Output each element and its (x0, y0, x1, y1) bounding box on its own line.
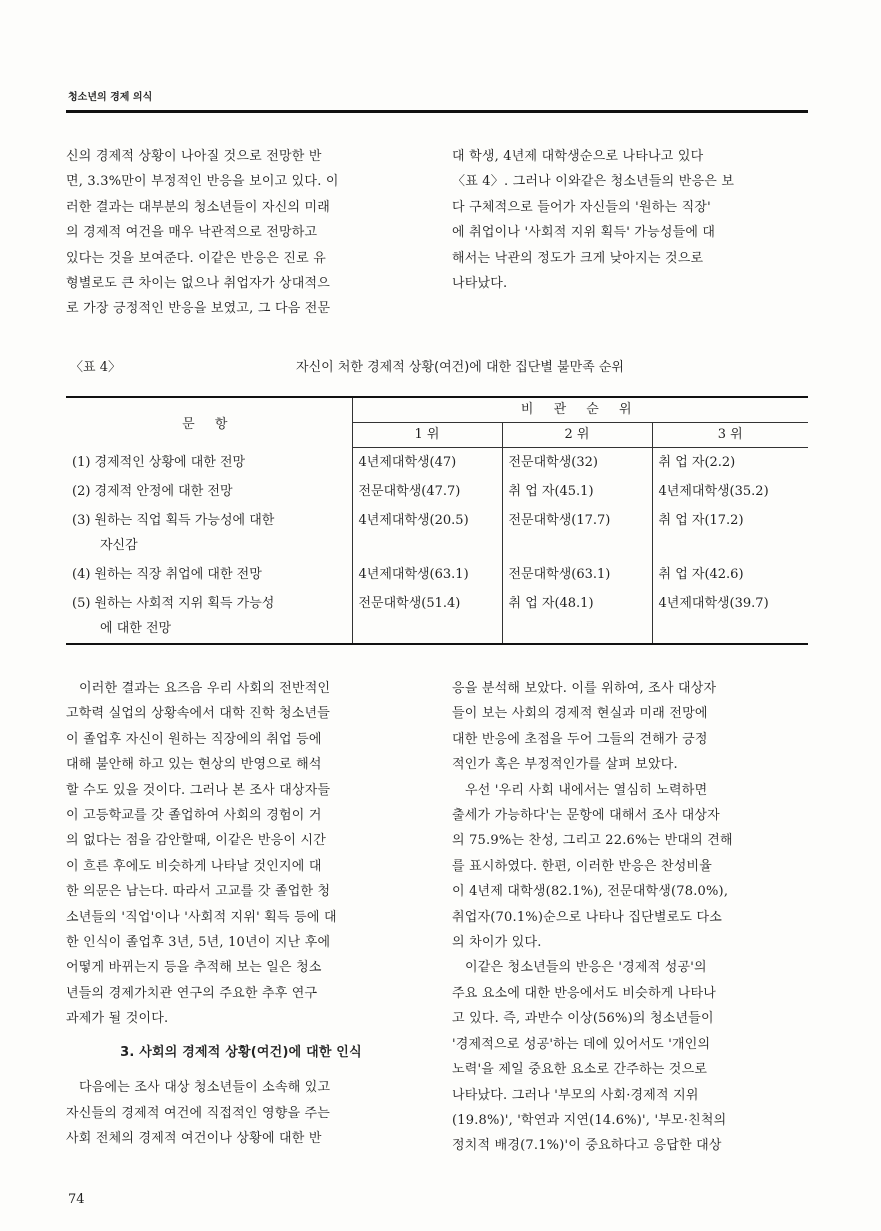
item-cell (66, 448, 352, 478)
text-line: 주요 요소에 대한 반응에서도 비슷하게 나타나 (452, 985, 717, 1001)
text-line: 출세가 가능하다'는 문항에 대해서 조사 대상자 (452, 808, 720, 824)
rank-2-cell: 전문대학생(17.7) (502, 506, 652, 560)
table-row (66, 506, 808, 560)
item-text-continued: 에 대한 전망 (100, 621, 172, 636)
rank-2-cell: 취 업 자(48.1) (502, 589, 652, 644)
rank-3-cell: 취 업 자(2.2) (652, 448, 808, 478)
rank-1-cell: 4년제대학생(63.1) (352, 560, 502, 589)
text-line: 해서는 낙관의 정도가 크게 낮아지는 것으로 (452, 250, 704, 266)
header-rule (66, 110, 808, 113)
text-line: 이러한 결과는 요즈음 우리 사회의 전반적인 (79, 681, 331, 696)
rank-3-cell: 취 업 자(17.2) (652, 506, 808, 560)
text-line: 한 인식이 졸업후 3년, 5년, 10년이 지난 후에 (66, 935, 331, 951)
rank-1-cell: 4년제대학생(20.5) (352, 506, 502, 560)
item-cell (66, 477, 352, 506)
item-cell (66, 506, 352, 560)
text-line: 자신들의 경제적 여건에 직접적인 영향을 주는 (66, 1105, 331, 1121)
text-line: 의 75.9%는 찬성, 그리고 22.6%는 반대의 견해 (452, 833, 733, 849)
text-line: 응을 분석해 보았다. 이를 위하여, 조사 대상자 (452, 681, 717, 696)
table-row (66, 448, 808, 478)
text-line: 다음에는 조사 대상 청소년들이 소속해 있고 (79, 1080, 331, 1096)
text-line: 로 가장 긍정적인 반응을 보였고, 그 다음 전문 (66, 301, 331, 317)
rank-3-header: 3 위 (652, 423, 808, 448)
text-line: 대한 반응에 초점을 두어 그들의 견해가 긍정 (452, 731, 708, 747)
text-line: 소년들의 '직업'이나 '사회적 지위' 획득 등에 대 (66, 909, 337, 925)
text-line: '경제적으로 성공'하는 데에 있어서도 '개인의 (452, 1036, 711, 1052)
top-right-column (452, 144, 804, 296)
text-line: 과제가 될 것이다. (66, 1011, 169, 1027)
rank-1-cell: 4년제대학생(47) (352, 448, 502, 478)
text-line: 취업자(70.1%)순으로 나타나 집단별로도 다소 (452, 909, 722, 925)
text-line: 정치적 배경(7.1%)'이 중요하다고 응답한 대상 (452, 1138, 722, 1154)
text-line: 에 취업이나 '사회적 지위 획득' 가능성들에 대 (452, 225, 716, 241)
text-line: 어떻게 바뀌는지 등을 추적해 보는 일은 청소 (66, 960, 322, 976)
text-line: 를 표시하였다. 한편, 이러한 반응은 찬성비율 (452, 858, 712, 874)
table-row (66, 589, 808, 644)
text-line: 우선 '우리 사회 내에서는 열심히 노력하면 (465, 782, 708, 798)
text-line: 의 경제적 여건을 매우 낙관적으로 전망하고 (66, 225, 318, 241)
ranking-table (66, 396, 808, 645)
item-text: (2) 경제적 안정에 대한 전망 (72, 484, 233, 499)
bottom-left-column (66, 676, 416, 1151)
text-line: 이 졸업후 자신이 원하는 직장에의 취업 등에 (66, 731, 322, 747)
text-line: 대 학생, 4년제 대학생순으로 나타나고 있다 (452, 149, 704, 164)
text-line: 형별로도 큰 차이는 없으나 취업자가 상대적으 (66, 276, 331, 292)
rank-1-header: 1 위 (352, 423, 502, 448)
rank-3-cell: 취 업 자(42.6) (652, 560, 808, 589)
rank-3-cell: 4년제대학생(35.2) (652, 477, 808, 506)
text-line: 고 있다. 즉, 과반수 이상(56%)의 청소년들이 (452, 1011, 714, 1027)
text-line: 있다는 것을 보여준다. 이같은 반응은 진로 유 (66, 250, 326, 266)
text-line: 〈표 4〉. 그러나 이와같은 청소년들의 반응은 보 (452, 174, 735, 190)
rank-2-cell: 전문대학생(63.1) (502, 560, 652, 589)
rank-3-cell: 4년제대학생(39.7) (652, 589, 808, 644)
text-line: 이 흐른 후에도 비슷하게 나타날 것인지에 대 (66, 858, 322, 874)
text-line: 노력'을 제일 중요한 요소로 간주하는 것으로 (452, 1062, 708, 1078)
text-line: 이 고등학교를 갓 졸업하여 사회의 경험이 거 (66, 808, 322, 824)
section-heading: 3. 사회의 경제적 상황(여건)에 대한 인식 (120, 1044, 362, 1060)
text-line: 의 차이가 있다. (452, 935, 542, 951)
rank-1-cell: 전문대학생(47.7) (352, 477, 502, 506)
item-text: (3) 원하는 직업 획득 가능성에 대한 (72, 513, 275, 528)
text-line: 다 구체적으로 들어가 자신들의 '원하는 직장' (452, 199, 711, 215)
item-column-header: 문 항 (66, 397, 352, 448)
rank-2-cell: 전문대학생(32) (502, 448, 652, 478)
text-line: 고학력 실업의 상황속에서 대학 진학 청소년들 (66, 706, 331, 722)
item-text: (4) 원하는 직장 취업에 대한 전망 (72, 567, 262, 582)
text-line: 대해 불안해 하고 있는 현상의 반영으로 해석 (66, 757, 322, 773)
text-line: 면, 3.3%만이 부정적인 반응을 보이고 있다. 이 (66, 174, 339, 190)
bottom-right-column (452, 676, 804, 1159)
table-row (66, 560, 808, 589)
item-cell (66, 589, 352, 644)
text-line: 년들의 경제가치관 연구의 주요한 추후 연구 (66, 985, 318, 1001)
text-line: 들이 보는 사회의 경제적 현실과 미래 전망에 (452, 706, 708, 722)
item-text-continued: 자신감 (100, 538, 138, 553)
table-row (66, 477, 808, 506)
rank-1-cell: 전문대학생(51.4) (352, 589, 502, 644)
item-text: (1) 경제적인 상황에 대한 전망 (72, 454, 246, 470)
item-text: (5) 원하는 사회적 지위 획득 가능성 (72, 596, 275, 611)
text-line: 신의 경제적 상황이 나아질 것으로 전망한 반 (66, 149, 322, 164)
rank-2-cell: 취 업 자(45.1) (502, 477, 652, 506)
text-line: (19.8%)', '학연과 지연(14.6%)', '부모·친척의 (452, 1112, 727, 1128)
text-line: 할 수도 있을 것이다. 그러나 본 조사 대상자들 (66, 782, 331, 798)
running-header: 청소년의 경제 의식 (68, 92, 153, 103)
text-line: 적인가 혹은 부정적인가를 살펴 보았다. (452, 757, 678, 773)
text-line: 러한 결과는 대부분의 청소년들이 자신의 미래 (66, 199, 331, 215)
text-line: 한 의문은 남는다. 따라서 고교를 갓 졸업한 청 (66, 884, 331, 900)
text-line: 나타났다. (452, 276, 508, 292)
table-label: 〈표 4〉 (70, 360, 121, 375)
text-line: 나타났다. 그러나 '부모의 사회·경제적 지위 (452, 1087, 699, 1103)
top-left-column (66, 144, 416, 322)
item-cell (66, 560, 352, 589)
table-title: 자신이 처한 경제적 상황(여건)에 대한 집단별 불만족 순위 (296, 360, 624, 375)
text-line: 의 없다는 점을 감안할때, 이같은 반응이 시간 (66, 833, 326, 849)
rank-2-header: 2 위 (502, 423, 652, 448)
text-line: 이같은 청소년들의 반응은 '경제적 성공'의 (465, 960, 707, 976)
text-line: 사회 전체의 경제적 여건이나 상황에 대한 반 (66, 1130, 322, 1146)
text-line: 이 4년제 대학생(82.1%), 전문대학생(78.0%), (452, 884, 729, 900)
page-number: 74 (68, 1192, 85, 1207)
rank-group-header: 비 관 순 위 (352, 397, 808, 423)
